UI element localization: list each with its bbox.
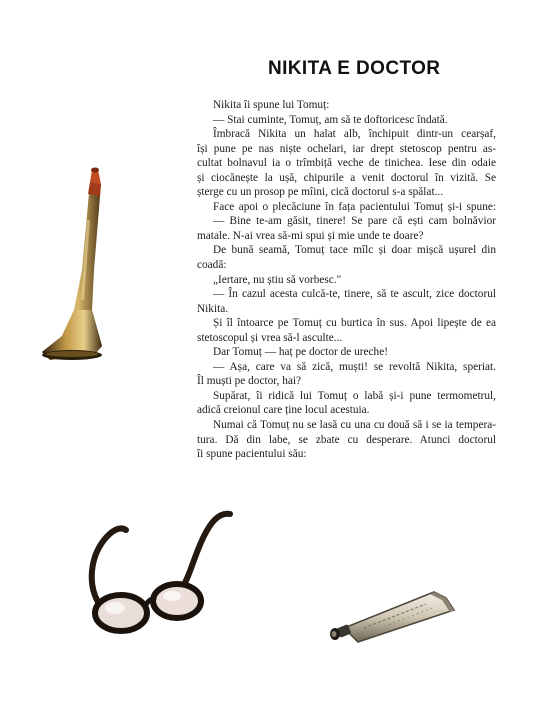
- story-line: — Stai cuminte, Tomuț, am să te doftoricesc îndată.: [213, 113, 448, 126]
- story-line: Nikita îi spune lui Tomuț:: [213, 99, 330, 111]
- eyeglasses-icon: [82, 496, 240, 636]
- story-line: — În cazul acesta culcă-te, tinere, să te ascult, zice doctorul: [213, 288, 496, 301]
- story-line: coadă:: [197, 259, 227, 272]
- story-line: și ciocănește la ușă, chipurile a venit doctorul în vizită. Se: [197, 171, 496, 184]
- story-line: își pune pe nas niște ochelari, iar drept stetoscop pentru as-: [197, 142, 496, 155]
- tube-icon: [324, 576, 464, 648]
- story-text: [197, 98, 496, 462]
- story-line: stetoscopul și vrea să-l asculte...: [197, 331, 343, 344]
- story-line: Și îl întoarce pe Tomuț cu burtica în sus. Apoi lipește de ea: [213, 317, 496, 330]
- story-line: tura. Dă din labe, se zbate cu desperare. Atunci doctorul: [197, 433, 496, 446]
- story-line: Numai că Tomuț nu se lasă cu una cu două să i se ia tempera-: [213, 419, 496, 432]
- story-line: Nikita.: [197, 302, 229, 315]
- story-line: Îmbracă Nikita un halat alb, închipuit dintr-un cearșaf,: [213, 128, 496, 141]
- story-line: — Bine te-am găsit, tinere! Se pare că ești cam bolnăvior: [213, 215, 496, 228]
- story-line: — Așa, care va să zică, muști! se revoltă Nikita, speriat.: [213, 360, 496, 373]
- story-line: cultat bolnavul ia o trîmbiță veche de tinichea. Iese din odaie: [197, 157, 496, 170]
- story-line: „Iertare, nu știu să vorbesc.": [213, 273, 342, 286]
- story-line: matale. N-ai vrea să-mi spui și mie unde te doare?: [197, 229, 424, 242]
- story-line: Supărat, îi ridică lui Tomuț o labă și-i pune termometrul,: [213, 389, 496, 402]
- story-line: Îl muști pe doctor, hai?: [197, 375, 302, 388]
- story-line: Face apoi o plecăciune în fața pacientului Tomuț și-i spune:: [213, 200, 496, 213]
- tin-trumpet-icon: [38, 160, 112, 368]
- story-line: șterge cu un prosop pe mîini, cică doctorul s-a spălat...: [197, 186, 444, 199]
- story-line: Dar Tomuț — haț pe doctor de ureche!: [213, 346, 388, 359]
- story-line: De bună seamă, Tomuț tace mîlc și doar mișcă ușurel din: [213, 244, 496, 257]
- story-line: îi spune pacientului său:: [197, 448, 307, 461]
- page-title: NIKITA E DOCTOR: [268, 58, 441, 79]
- story-line: adică creionul care ține locul acestuia.: [197, 404, 370, 417]
